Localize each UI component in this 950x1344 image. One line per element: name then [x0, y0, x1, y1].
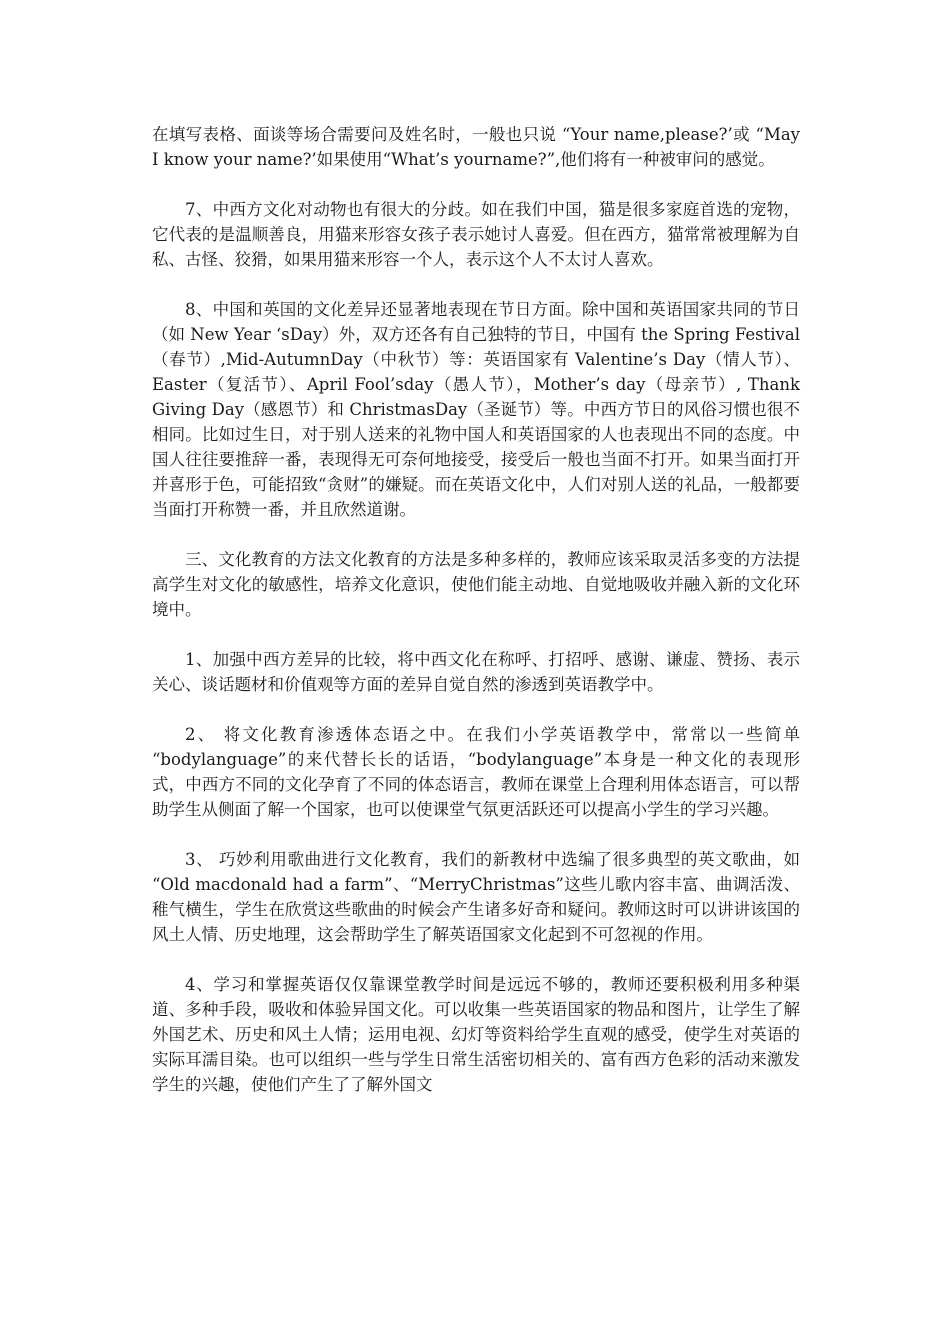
paragraph-8-festivals: 8、中国和英国的文化差异还显著地表现在节日方面。除中国和英语国家共同的节日（如 New Year ‘sDay）外，双方还各有自己独特的节日，中国有 the Spring Festival（春节）,Mid-AutumnDay（中秋节）等：英语国家有 Valentine’s Day（情人节）、Easter（复活节）、April Fool’sday（愚人节），Mother’s day（母亲节）, Thank Giving Day（感恩节）和 ChristmasDay（圣诞节）等。中西方节日的风俗习惯也很不相同。比如过生日，对于别人送来的礼物中国人和英语国家的人也表现出不同的态度。中国人往往要推辞一番，表现得无可奈何地接受，接受后一般也当面不打开。如果当面打开并喜形于色，可能招致“贪财”的嫌疑。而在英语文化中，人们对别人送的礼品，一般都要当面打开称赞一番，并且欣然道谢。	[152, 300, 800, 519]
document-page	[152, 122, 800, 1122]
paragraph-section-3-methods: 三、文化教育的方法文化教育的方法是多种多样的，教师应该采取灵活多变的方法提高学生对文化的敏感性，培养文化意识，使他们能主动地、自觉地吸收并融入新的文化环境中。	[152, 550, 800, 619]
paragraph-method-4: 4、学习和掌握英语仅仅靠课堂教学时间是远远不够的，教师还要积极利用多种渠道、多种手段，吸收和体验异国文化。可以收集一些英语国家的物品和图片，让学生了解外国艺术、历史和风土人情；运用电视、幻灯等资料给学生直观的感受，使学生对英语的实际耳濡目染。也可以组织一些与学生日常生活密切相关的、富有西方色彩的活动来激发学生的兴趣，使他们产生了了解外国文	[152, 975, 800, 1094]
paragraph-method-2: 2、 将文化教育渗透体态语之中。在我们小学英语教学中，常常以一些简单 “bodylanguage”的来代替长长的话语，“bodylanguage”本身是一种文化的表现形式，中西方不同的文化孕育了不同的体态语言，教师在课堂上合理利用体态语言，可以帮助学生从侧面了解一个国家，也可以使课堂气氛更活跃还可以提高小学生的学习兴趣。	[152, 725, 800, 819]
paragraph-7-animals: 7、中西方文化对动物也有很大的分歧。如在我们中国，猫是很多家庭首选的宠物，它代表的是温顺善良，用猫来形容女孩子表示她讨人喜爱。但在西方，猫常常被理解为自私、古怪、狡猾，如果用猫来形容一个人，表示这个人不太讨人喜欢。	[152, 200, 800, 269]
paragraph-name-question: 在填写表格、面谈等场合需要问及姓名时，一般也只说 “Your name,please?’或 “May I know your name?’如果使用“What’s yourname?”,他们将有一种被审问的感觉。	[152, 125, 800, 169]
paragraph-method-1: 1、加强中西方差异的比较，将中西文化在称呼、打招呼、感谢、谦虚、赞扬、表示关心、谈话题材和价值观等方面的差异自觉自然的渗透到英语教学中。	[152, 650, 800, 694]
paragraph-method-3: 3、 巧妙利用歌曲进行文化教育，我们的新教材中选编了很多典型的英文歌曲，如 “Old macdonald had a farm”、“MerryChristmas”这些儿歌内容丰富、曲调活泼、稚气横生，学生在欣赏这些歌曲的时候会产生诸多好奇和疑问。教师这时可以讲讲该国的风土人情、历史地理，这会帮助学生了解英语国家文化起到不可忽视的作用。	[152, 850, 800, 944]
